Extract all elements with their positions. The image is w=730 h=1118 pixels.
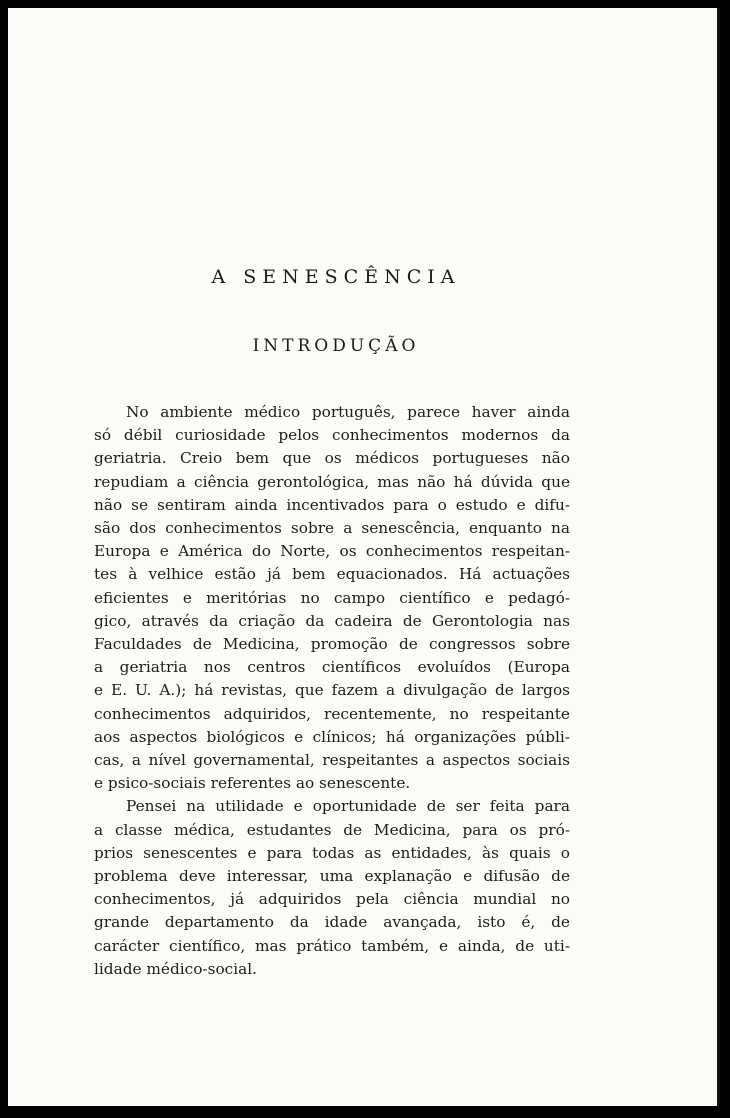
text-line: repudiam a ciência gerontológica, mas não há dúvida que (94, 472, 570, 491)
text-line: eficientes e meritórias no campo científico e pedagó- (94, 588, 570, 607)
chapter-title: A SENESCÊNCIA (211, 266, 461, 288)
text-line: Faculdades de Medicina, promoção de congressos sobre (94, 635, 570, 654)
text-line: são dos conhecimentos sobre a senescência, enquanto na (94, 519, 570, 538)
text-line: Pensei na utilidade e oportunidade de ser feita para (126, 797, 570, 816)
text-line: problema deve interessar, uma explanação e difusão de (94, 867, 570, 886)
text-line: e E. U. A.); há revistas, que fazem a divulgação de largos (94, 681, 570, 700)
text-line: conhecimentos, já adquiridos pela ciência mundial no (94, 890, 570, 909)
text-line: a geriatria nos centros científicos evoluídos (Europa (94, 658, 570, 677)
text-line: Europa e América do Norte, os conhecimentos respeitan- (94, 542, 570, 561)
text-line: No ambiente médico português, parece haver ainda (126, 403, 570, 421)
paragraph-2 (94, 795, 570, 981)
text-line: grande departamento da idade avançada, isto é, de (94, 913, 570, 932)
text-line: cas, a nível governamental, respeitantes a aspectos sociais (94, 751, 570, 770)
document-page (8, 8, 720, 1106)
text-line: aos aspectos biológicos e clínicos; há organizações públi- (94, 727, 570, 746)
text-line: não se sentiram ainda incentivados para o estudo e difu- (94, 495, 570, 514)
text-line: só débil curiosidade pelos conhecimentos modernos da (94, 426, 570, 445)
text-line: gico, através da criação da cadeira de Gerontologia nas (94, 611, 570, 630)
text-line: lidade médico-social. (94, 959, 257, 978)
text-line: e psico-sociais referentes ao senescente. (94, 774, 411, 793)
text-line: conhecimentos adquiridos, recentemente, no respeitante (94, 704, 570, 723)
paragraph-1 (94, 401, 570, 795)
body-text (94, 401, 570, 981)
text-line: a classe médica, estudantes de Medicina, para os pró- (94, 820, 570, 839)
section-subtitle: INTRODUÇÃO (252, 336, 420, 356)
scan-border-bottom (0, 1106, 730, 1118)
text-line: tes à velhice estão já bem equacionados. Há actuações (94, 565, 570, 584)
text-line: carácter científico, mas prático também, e ainda, de uti- (94, 936, 570, 955)
text-line: prios senescentes e para todas as entidades, às quais o (94, 843, 570, 862)
text-line: geriatria. Creio bem que os médicos portugueses não (94, 449, 570, 468)
